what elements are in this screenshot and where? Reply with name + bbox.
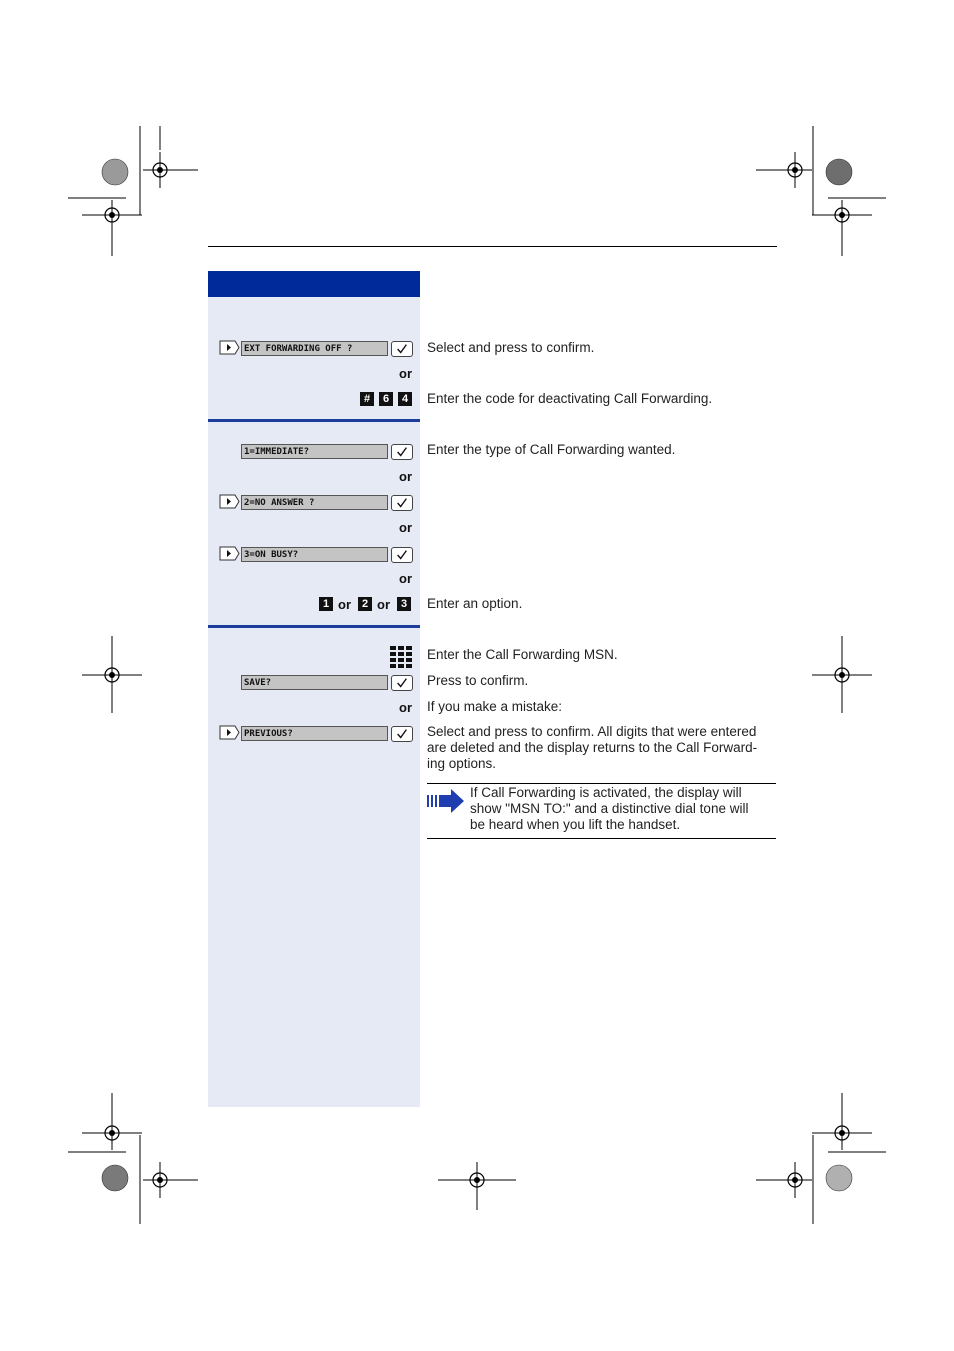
note-top-rule (427, 783, 776, 784)
keypad-icon[interactable] (390, 646, 413, 668)
desc-enter-option: Enter an option. (427, 596, 523, 611)
desc-select-confirm-deleted-3: ing options. (427, 756, 497, 771)
arrow-right-icon[interactable] (219, 494, 240, 509)
key-6[interactable]: 6 (379, 392, 393, 406)
note-line-1: If Call Forwarding is activated, the display will (470, 785, 742, 800)
desc-press-confirm: Press to confirm. (427, 673, 529, 688)
note-line-2: show "MSN TO:" and a distinctive dial tone will (470, 801, 749, 816)
checkmark-icon[interactable] (391, 495, 413, 511)
key-2[interactable]: 2 (358, 597, 372, 611)
or-label: or (399, 571, 412, 586)
or-label: or (399, 366, 412, 381)
or-label: or (377, 597, 390, 612)
checkmark-icon[interactable] (391, 341, 413, 357)
top-rule (208, 246, 777, 247)
desc-select-confirm-deleted-2: are deleted and the display returns to the Call Forward- (427, 740, 758, 755)
or-label: or (399, 520, 412, 535)
key-3[interactable]: 3 (397, 597, 411, 611)
display-previous: PREVIOUS? (241, 726, 388, 741)
section-separator-1 (208, 419, 420, 422)
key-1[interactable]: 1 (319, 597, 333, 611)
display-ext-forwarding-off: EXT FORWARDING OFF ? (241, 341, 388, 356)
arrow-right-icon[interactable] (219, 546, 240, 561)
sidebar-header-bar (208, 271, 420, 297)
or-label: or (338, 597, 351, 612)
display-no-answer: 2=NO ANSWER ? (241, 495, 388, 510)
desc-mistake: If you make a mistake: (427, 699, 563, 714)
note-bottom-rule (427, 838, 776, 839)
display-save: SAVE? (241, 675, 388, 690)
desc-enter-code-deactivate: Enter the code for deactivating Call Forwarding. (427, 391, 713, 406)
key-4[interactable]: 4 (398, 392, 412, 406)
note-pointer-icon (427, 789, 465, 813)
key-hash[interactable]: # (360, 392, 374, 406)
desc-enter-type: Enter the type of Call Forwarding wanted. (427, 442, 676, 457)
checkmark-icon[interactable] (391, 675, 413, 691)
checkmark-icon[interactable] (391, 726, 413, 742)
checkmark-icon[interactable] (391, 547, 413, 563)
arrow-right-icon[interactable] (219, 725, 240, 740)
note-line-3: be heard when you lift the handset. (470, 817, 681, 832)
section-separator-2 (208, 625, 420, 628)
desc-enter-msn: Enter the Call Forwarding MSN. (427, 647, 618, 662)
arrow-right-icon[interactable] (219, 340, 240, 355)
display-immediate: 1=IMMEDIATE? (241, 444, 388, 459)
desc-select-confirm-deleted-1: Select and press to confirm. All digits that were entered (427, 724, 757, 739)
or-label: or (399, 700, 412, 715)
desc-select-confirm-1: Select and press to confirm. (427, 340, 595, 355)
or-label: or (399, 469, 412, 484)
checkmark-icon[interactable] (391, 444, 413, 460)
display-on-busy: 3=ON BUSY? (241, 547, 388, 562)
